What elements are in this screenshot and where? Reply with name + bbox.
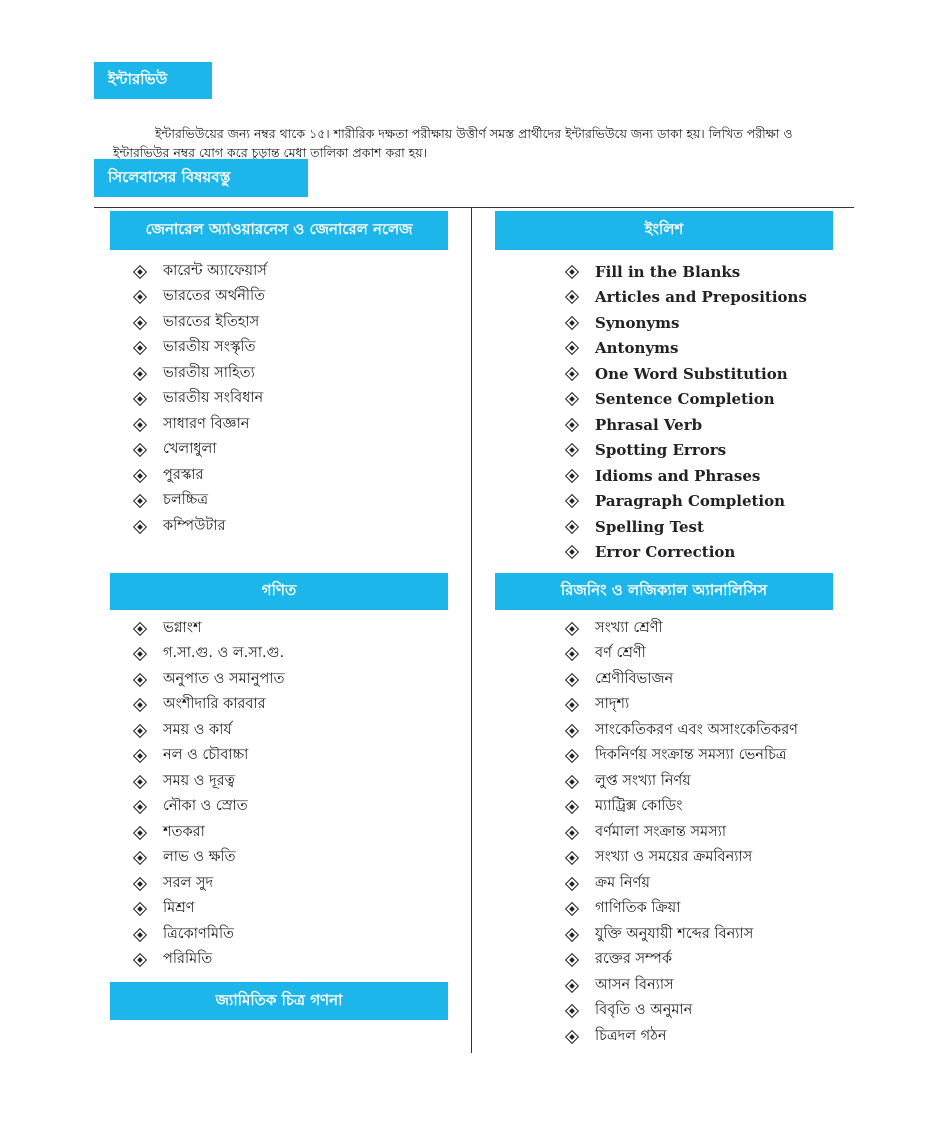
list-item: [565, 948, 798, 974]
diamond-bullet-icon: [565, 418, 579, 432]
section-header-geometry: [110, 982, 448, 1020]
diamond-bullet-icon: [565, 724, 579, 738]
list-item-label: ভারতীয় সংস্কৃতি: [163, 339, 256, 356]
interview-heading: [94, 62, 212, 99]
section-title-english: ইংলিশ: [644, 220, 684, 238]
diamond-bullet-icon: [565, 443, 579, 457]
diamond-bullet-icon: [565, 928, 579, 942]
diamond-bullet-icon: [133, 851, 147, 865]
diamond-bullet-icon: [565, 1030, 579, 1044]
list-item: [133, 667, 284, 693]
diamond-bullet-icon: [565, 673, 579, 687]
list-item: [565, 616, 798, 642]
diamond-bullet-icon: [565, 469, 579, 483]
list-item: [133, 336, 267, 362]
diamond-bullet-icon: [565, 826, 579, 840]
section-header-math: [110, 573, 448, 610]
diamond-bullet-icon: [565, 851, 579, 865]
diamond-bullet-icon: [133, 341, 147, 355]
list-item-label: Paragraph Completion: [595, 492, 786, 511]
diamond-bullet-icon: [133, 418, 147, 432]
list-item: [133, 310, 267, 336]
list-item: [565, 387, 807, 413]
list-item: [565, 285, 807, 311]
list-item: [565, 693, 798, 719]
list-item-label: ত্রিকোণমিতি: [163, 925, 234, 942]
list-item-label: Phrasal Verb: [595, 415, 703, 434]
diamond-bullet-icon: [565, 316, 579, 330]
diamond-bullet-icon: [565, 392, 579, 406]
list-math: [133, 616, 284, 973]
list-item: [565, 1024, 798, 1050]
list-item: [133, 514, 267, 540]
syllabus-heading-text: সিলেবাসের বিষয়বস্তু: [108, 167, 231, 186]
list-item-label: শতকরা: [163, 823, 205, 840]
diamond-bullet-icon: [565, 341, 579, 355]
list-item: [565, 489, 807, 515]
list-item: [565, 310, 807, 336]
diamond-bullet-icon: [565, 494, 579, 508]
diamond-bullet-icon: [133, 673, 147, 687]
list-item: [565, 336, 807, 362]
list-item-label: ভগ্নাংশ: [163, 619, 202, 636]
list-item: [133, 463, 267, 489]
list-item-label: Idioms and Phrases: [595, 466, 761, 485]
list-item: [565, 846, 798, 872]
list-item-label: চিত্রদল গঠন: [595, 1027, 667, 1044]
list-item: [133, 616, 284, 642]
diamond-bullet-icon: [565, 979, 579, 993]
list-item-label: সময় ও কার্য: [163, 721, 232, 738]
list-item-label: অনুপাত ও সমানুপাত: [163, 670, 285, 687]
list-item-label: ম্যাট্রিক্স কোডিং: [595, 798, 683, 815]
list-item-label: Fill in the Blanks: [595, 262, 741, 281]
section-title-general: জেনারেল অ্যাওয়ারনেস ও জেনারেল নলেজ: [145, 220, 413, 238]
list-item-label: পরিমিতি: [163, 951, 213, 968]
list-item: [565, 795, 798, 821]
list-item-label: Spotting Errors: [595, 441, 727, 460]
list-item: [565, 259, 807, 285]
diamond-bullet-icon: [565, 877, 579, 891]
diamond-bullet-icon: [133, 469, 147, 483]
divider-vertical: [471, 207, 472, 1053]
list-item-label: সংখ্যা শ্রেণী: [595, 619, 663, 636]
list-item-label: চলচ্চিত্র: [163, 492, 209, 509]
list-item: [133, 642, 284, 668]
list-item: [565, 820, 798, 846]
diamond-bullet-icon: [133, 877, 147, 891]
list-english: [565, 259, 807, 565]
list-item: [133, 769, 284, 795]
diamond-bullet-icon: [133, 316, 147, 330]
list-item: [565, 514, 807, 540]
list-item: [565, 744, 798, 770]
divider-horizontal: [94, 207, 854, 208]
section-header-reasoning: [495, 573, 833, 610]
list-item: [565, 642, 798, 668]
list-item: [133, 948, 284, 974]
list-item-label: ভারতের ইতিহাস: [163, 313, 260, 330]
list-item-label: ভারতের অর্থনীতি: [163, 288, 266, 305]
list-item-label: নৌকা ও স্রোত: [163, 798, 248, 815]
list-item: [565, 438, 807, 464]
list-item-label: কম্পিউটার: [163, 517, 226, 534]
section-title-reasoning: রিজনিং ও লজিক্যাল অ্যানালিসিস: [560, 581, 768, 599]
diamond-bullet-icon: [565, 749, 579, 763]
diamond-bullet-icon: [133, 724, 147, 738]
diamond-bullet-icon: [565, 367, 579, 381]
list-item: [565, 463, 807, 489]
diamond-bullet-icon: [133, 749, 147, 763]
list-general: [133, 259, 267, 540]
diamond-bullet-icon: [133, 443, 147, 457]
diamond-bullet-icon: [565, 800, 579, 814]
list-item: [133, 820, 284, 846]
diamond-bullet-icon: [133, 928, 147, 942]
list-item-label: যুক্তি অনুযায়ী শব্দের বিন্যাস: [595, 925, 754, 942]
list-item-label: দিকনির্ণয় সংক্রান্ত সমস্যা ভেনচিত্র: [595, 747, 787, 764]
list-item-label: শ্রেণীবিভাজন: [595, 670, 674, 687]
list-item-label: Synonyms: [595, 313, 680, 332]
diamond-bullet-icon: [565, 698, 579, 712]
list-item-label: ভারতীয় সংবিধান: [163, 390, 264, 407]
list-item: [565, 769, 798, 795]
list-item-label: Sentence Completion: [595, 390, 775, 409]
list-item-label: সংখ্যা ও সময়ের ক্রমবিন্যাস: [595, 849, 753, 866]
diamond-bullet-icon: [133, 392, 147, 406]
list-item: [565, 412, 807, 438]
list-item: [565, 973, 798, 999]
diamond-bullet-icon: [133, 800, 147, 814]
list-item-label: সাধারণ বিজ্ঞান: [163, 415, 250, 432]
diamond-bullet-icon: [133, 775, 147, 789]
list-item-label: Error Correction: [595, 543, 736, 562]
list-item: [565, 361, 807, 387]
list-item-label: লুপ্ত সংখ্যা নির্ণয়: [595, 772, 691, 789]
list-item: [565, 540, 807, 566]
list-item-label: আসন বিন্যাস: [595, 976, 674, 993]
list-item: [133, 871, 284, 897]
diamond-bullet-icon: [133, 265, 147, 279]
list-item-label: সাংকেতিকরণ এবং অসাংকেতিকরণ: [595, 721, 798, 738]
list-item-label: সময় ও দূরত্ব: [163, 772, 235, 789]
list-item: [133, 718, 284, 744]
list-item: [133, 387, 267, 413]
list-item: [133, 361, 267, 387]
diamond-bullet-icon: [565, 265, 579, 279]
diamond-bullet-icon: [565, 647, 579, 661]
diamond-bullet-icon: [133, 902, 147, 916]
list-item-label: ভারতীয় সাহিত্য: [163, 364, 255, 381]
diamond-bullet-icon: [565, 545, 579, 559]
list-item-label: One Word Substitution: [595, 364, 788, 383]
list-reasoning: [565, 616, 798, 1050]
list-item-label: খেলাধুলা: [163, 441, 217, 458]
list-item-label: অংশীদারি কারবার: [163, 696, 266, 713]
diamond-bullet-icon: [133, 698, 147, 712]
diamond-bullet-icon: [565, 902, 579, 916]
interview-heading-text: ইন্টারভিউ: [108, 70, 168, 88]
list-item: [133, 744, 284, 770]
list-item-label: পুরস্কার: [163, 466, 204, 483]
diamond-bullet-icon: [565, 1004, 579, 1018]
list-item-label: সরল সুদ: [163, 874, 214, 891]
diamond-bullet-icon: [565, 290, 579, 304]
section-header-english: [495, 211, 833, 250]
list-item-label: কারেন্ট অ্যাফেয়ার্স: [163, 262, 267, 279]
section-title-math: গণিত: [261, 581, 297, 599]
list-item-label: মিশ্রণ: [163, 900, 195, 917]
list-item-label: Articles and Prepositions: [595, 288, 807, 307]
diamond-bullet-icon: [133, 367, 147, 381]
section-header-general: [110, 211, 448, 250]
list-item-label: নল ও চৌবাচ্চা: [163, 747, 249, 764]
list-item: [565, 922, 798, 948]
list-item: [133, 489, 267, 515]
list-item-label: বিবৃতি ও অনুমান: [595, 1002, 693, 1019]
list-item: [565, 718, 798, 744]
diamond-bullet-icon: [133, 494, 147, 508]
list-item: [133, 922, 284, 948]
diamond-bullet-icon: [133, 622, 147, 636]
interview-paragraph: ইন্টারভিউয়ের জন্য নম্বর থাকে ১৫। শারীরিক দক্ষতা পরীক্ষায় উত্তীর্ণ সমস্ত প্রার্থীদের ইন্টারভিউয়ে জন্য ডাকা হয়। লিখিত পরীক্ষা ও ইন্টারভিউর নম্বর যোগ করে চূড়ান্ত মেধা তালিকা প্রকাশ করা হয়।: [113, 125, 793, 160]
list-item-label: Spelling Test: [595, 517, 704, 536]
list-item: [133, 897, 284, 923]
list-item: [565, 667, 798, 693]
diamond-bullet-icon: [133, 647, 147, 661]
list-item-label: ক্রম নির্ণয়: [595, 874, 650, 891]
diamond-bullet-icon: [133, 290, 147, 304]
list-item-label: গাণিতিক ক্রিয়া: [595, 900, 681, 917]
list-item-label: Antonyms: [595, 339, 679, 358]
syllabus-heading: [94, 159, 308, 197]
list-item-label: লাভ ও ক্ষতি: [163, 849, 236, 866]
diamond-bullet-icon: [133, 520, 147, 534]
list-item-label: বর্ণমালা সংক্রান্ত সমস্যা: [595, 823, 727, 840]
list-item: [565, 871, 798, 897]
list-item-label: সাদৃশ্য: [595, 696, 630, 713]
diamond-bullet-icon: [133, 953, 147, 967]
diamond-bullet-icon: [565, 775, 579, 789]
list-item: [565, 999, 798, 1025]
diamond-bullet-icon: [565, 953, 579, 967]
diamond-bullet-icon: [565, 520, 579, 534]
list-item-label: রক্তের সম্পর্ক: [595, 951, 672, 968]
diamond-bullet-icon: [133, 826, 147, 840]
list-item: [133, 846, 284, 872]
list-item: [133, 438, 267, 464]
section-title-geometry: জ্যামিতিক চিত্র গণনা: [215, 990, 343, 1009]
list-item: [565, 897, 798, 923]
list-item-label: বর্ণ শ্রেণী: [595, 645, 646, 662]
list-item-label: গ.সা.গু. ও ল.সা.গু.: [163, 645, 285, 662]
list-item: [133, 285, 267, 311]
list-item: [133, 412, 267, 438]
list-item: [133, 693, 284, 719]
list-item: [133, 259, 267, 285]
diamond-bullet-icon: [565, 622, 579, 636]
list-item: [133, 795, 284, 821]
